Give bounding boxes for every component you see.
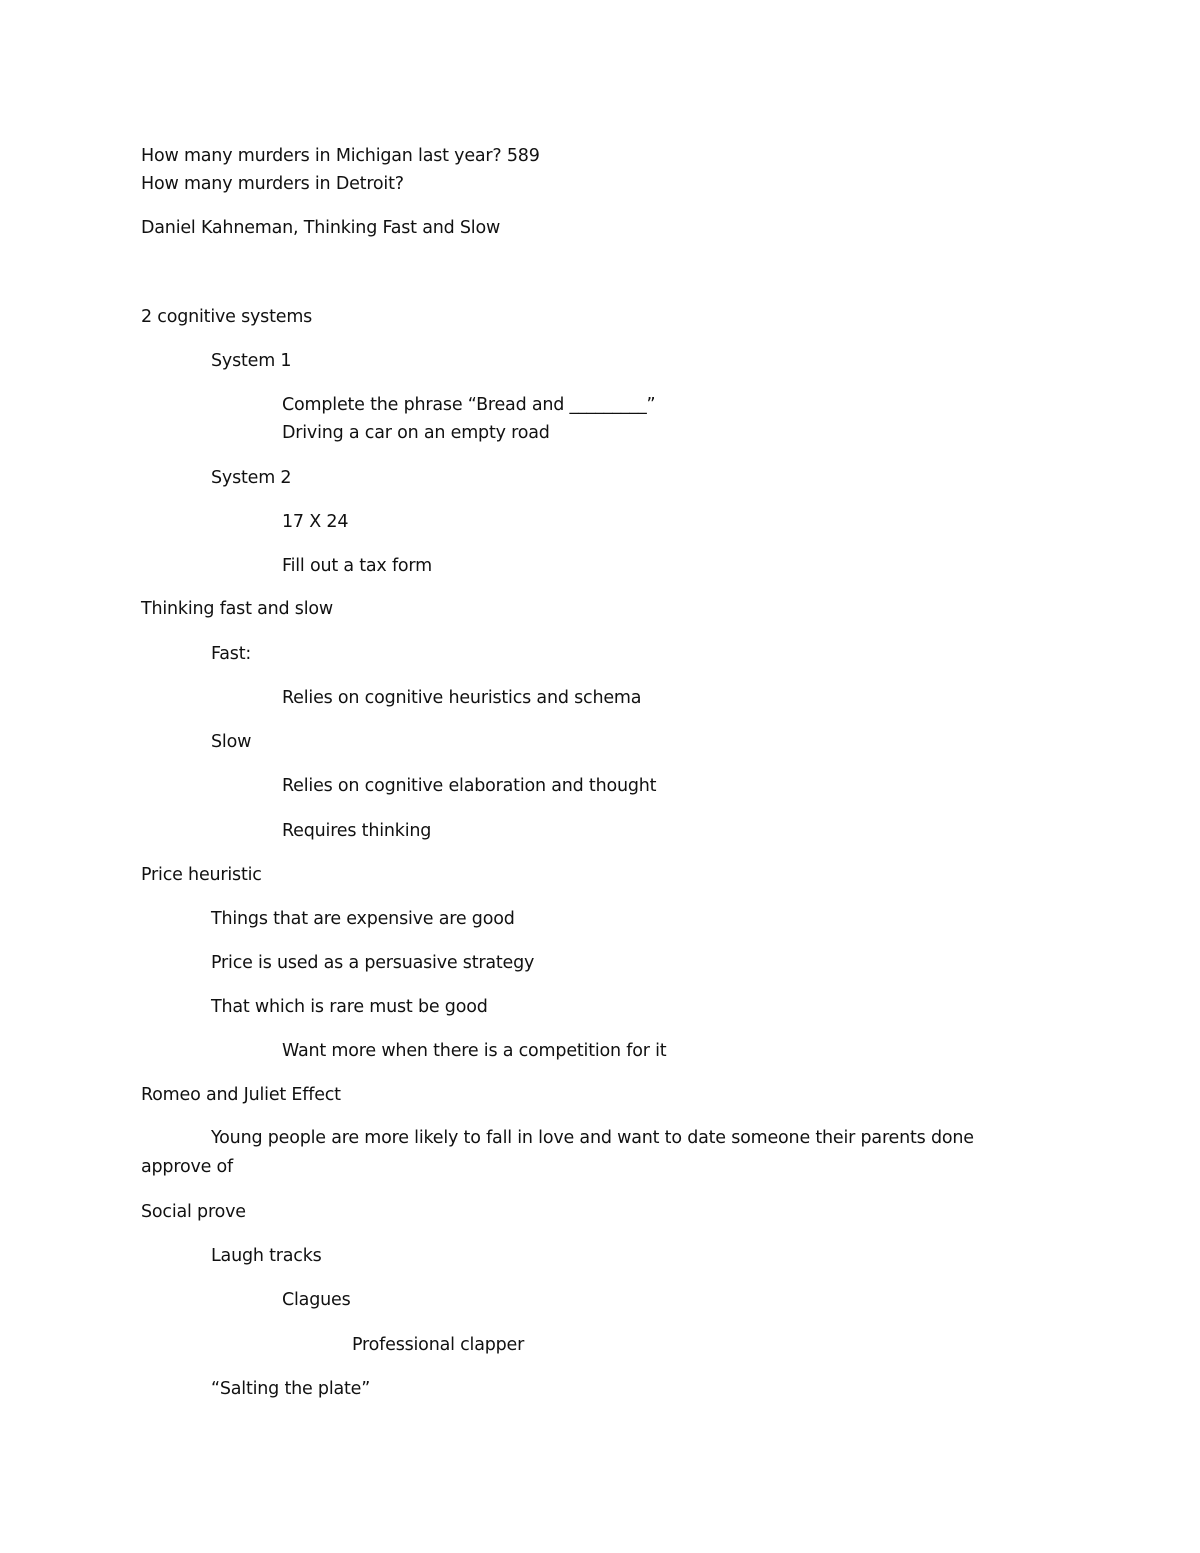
question-michigan-murders: How many murders in Michigan last year? 589 — [141, 146, 540, 166]
romeo-juliet-description: Young people are more likely to fall in love and want to date someone their parents done approve of — [141, 1128, 974, 1177]
system-1-example-phrase: Complete the phrase “Bread and _________” — [282, 395, 656, 415]
price-point-rare: That which is rare must be good — [211, 997, 488, 1017]
heading-cognitive-systems: 2 cognitive systems — [141, 307, 313, 327]
price-point-persuasive: Price is used as a persuasive strategy — [211, 953, 535, 973]
social-laugh-tracks: Laugh tracks — [211, 1246, 322, 1266]
system-2-label: System 2 — [211, 468, 292, 488]
heading-romeo-juliet: Romeo and Juliet Effect — [141, 1085, 341, 1105]
system-2-example-tax: Fill out a tax form — [282, 556, 432, 576]
slow-description-elaboration: Relies on cognitive elaboration and thought — [282, 776, 657, 796]
system-1-label: System 1 — [211, 351, 292, 371]
social-salting-plate: “Salting the plate” — [211, 1379, 371, 1399]
heading-social-prove: Social prove — [141, 1202, 246, 1222]
system-2-example-math: 17 X 24 — [282, 512, 349, 532]
heading-thinking-fast-slow: Thinking fast and slow — [141, 599, 334, 619]
price-point-expensive: Things that are expensive are good — [211, 909, 515, 929]
slow-label: Slow — [211, 732, 252, 752]
price-subpoint-competition: Want more when there is a competition for it — [282, 1041, 667, 1061]
system-1-example-driving: Driving a car on an empty road — [282, 423, 550, 443]
heading-price-heuristic: Price heuristic — [141, 865, 262, 885]
question-detroit-murders: How many murders in Detroit? — [141, 174, 404, 194]
social-clagues: Clagues — [282, 1290, 351, 1310]
slow-description-thinking: Requires thinking — [282, 821, 432, 841]
source-citation: Daniel Kahneman, Thinking Fast and Slow — [141, 218, 501, 238]
social-professional-clapper: Professional clapper — [352, 1335, 525, 1355]
fast-label: Fast: — [211, 644, 252, 664]
fast-description: Relies on cognitive heuristics and schema — [282, 688, 642, 708]
